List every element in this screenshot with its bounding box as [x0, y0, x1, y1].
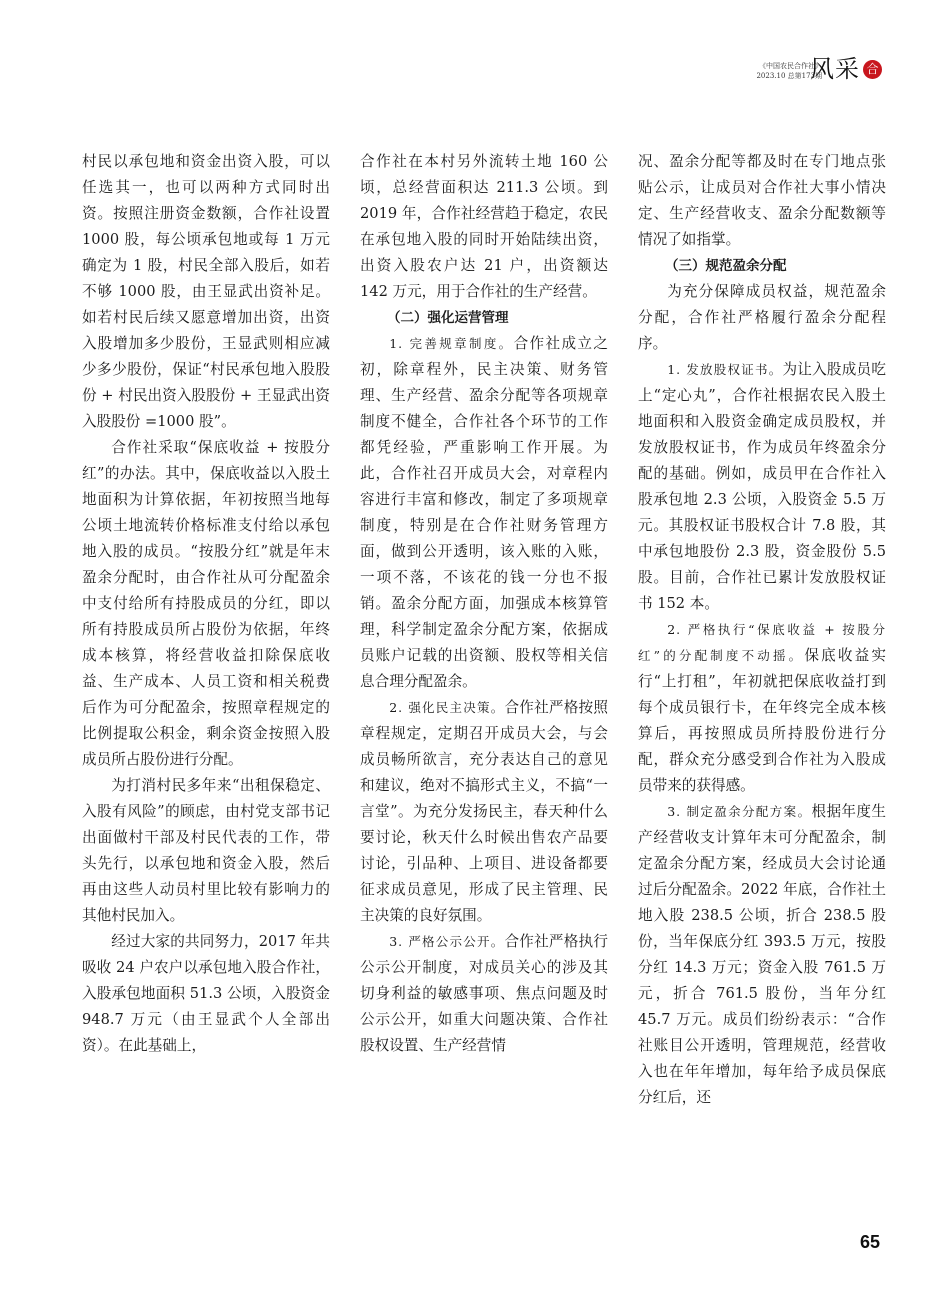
paragraph: 况、盈余分配等都及时在专门地点张贴公示，让成员对合作社大事小情决定、生产经营收支、盈余分配数额等情况了如指掌。 [638, 153, 886, 248]
page-number: 65 [859, 1232, 880, 1252]
article-column-1 [82, 149, 330, 1059]
issue-info: 2023.10 总第173期 [756, 72, 822, 80]
article-column-3 [638, 149, 886, 1111]
paragraph-lead: 1. 发放股权证书。 [667, 362, 783, 377]
paragraph: 经过大家的共同努力，2017 年共吸收 24 户农户以承包地入股合作社，入股承包地面积 51.3 公顷，入股资金 948.7 万元（由王显武个人全部出资）。在此基础上， [82, 933, 330, 1054]
paragraph-lead: 3. 严格公示公开。 [389, 934, 505, 949]
paragraph: 为充分保障成员权益，规范盈余分配，合作社严格履行盈余分配程序。 [638, 283, 886, 352]
paragraph [638, 799, 886, 1111]
paragraph [360, 929, 608, 1059]
paragraph: 合作社采取“保底收益 + 按股分红”的办法。其中，保底收益以入股土地面积为计算依据，年初按照当地每公顷土地流转价格标准支付给以承包地入股的成员。“按股分红”就是年末盈余分配时，由合作社从可分配盈余中支付给所有持股成员的分红，即以所有持股成员所占股份为依据，年终成本核算，将经营收益扣除保底收益、生产成本、人员工资和相关税费后作为可分配盈余，按照章程规定的比例提取公积金，剩余资金按照入股成员所占股份进行分配。 [82, 439, 330, 768]
paragraph-text: 合作社成立之初，除章程外，民主决策、财务管理、生产经营、盈余分配等各项规章制度不健全，合作社各个环节的工作都凭经验，严重影响工作开展。为此，合作社召开成员大会，对章程内容进行丰富和修改，制定了多项规章制度，特别是在合作社财务管理方面，做到公开透明，该入账的入账，一项不落，不该花的钱一分也不报销。盈余分配方面，加强成本核算管理，科学制定盈余分配方案，依据成员账户记载的出资额、股权等相关信息合理分配盈余。 [360, 335, 608, 690]
paragraph: 为打消村民多年来“出租保稳定、入股有风险”的顾虑，由村党支部书记出面做村干部及村民代表的工作，带头先行，以承包地和资金入股，然后再由这些人动员村里比较有影响力的其他村民加入。 [82, 777, 330, 924]
paragraph-text: 保底收益实行“上打租”，年初就把保底收益打到每个成员银行卡，在年终完全成本核算后，再按照成员所持股份进行分配，群众充分感受到合作社为入股成员带来的获得感。 [638, 647, 886, 794]
paragraph-text: 合作社严格执行公示公开制度，对成员关心的涉及其切身利益的敏感事项、焦点问题及时公示公开，如重大问题决策、合作社股权设置、生产经营情 [360, 933, 608, 1054]
journal-name: 《中国农民合作社》 [759, 62, 822, 70]
paragraph: 村民以承包地和资金出资入股，可以任选其一，也可以两种方式同时出资。按照注册资金数额，合作社设置 1000 股，每公顷承包地或每 1 万元确定为 1 股，村民全部入股后，如若不够 1000 股，由王显武出资补足。如若村民后续又愿意增加出资，出资入股增加多少股份，王显武则相应减少多少股份，保证“村民承包地入股股份 + 村民出资入股股份 + 王显武出资入股股份 =1000 股”。 [82, 153, 330, 430]
paragraph-text: 合作社严格按照章程规定，定期召开成员大会，与会成员畅所欲言，充分表达自己的意见和建议，绝对不搞形式主义，不搞“一言堂”。为充分发扬民主，春天种什么要讨论，秋天什么时候出售农产品要讨论，引品种、上项目、进设备都要征求成员意见，形成了民主管理、民主决策的良好氛围。 [360, 699, 608, 924]
article-column-2 [360, 149, 608, 1059]
paragraph [360, 695, 608, 929]
paragraph [360, 331, 608, 695]
paragraph-lead: 2. 严格执行“保底收益 + 按股分红”的分配制度不动摇。 [638, 622, 886, 663]
paragraph [638, 357, 886, 617]
paragraph-lead: 2. 强化民主决策。 [389, 700, 505, 715]
section-badge-icon: 合 [863, 60, 882, 79]
section-heading: （二）强化运营管理 [387, 310, 509, 326]
paragraph: 合作社在本村另外流转土地 160 公顷，总经营面积达 211.3 公顷。到 2019 年，合作社经营趋于稳定，农民在承包地入股的同时开始陆续出资，出资入股农户达 21 户，出资额达 142 万元，用于合作社的生产经营。 [360, 153, 608, 300]
paragraph-lead: 3. 制定盈余分配方案。 [667, 804, 812, 819]
paragraph [638, 617, 886, 799]
section-heading: （三）规范盈余分配 [665, 258, 787, 274]
paragraph-text: 为让入股成员吃上“定心丸”，合作社根据农民入股土地面积和入股资金确定成员股权，并发放股权证书，作为成员年终盈余分配的基础。例如，成员甲在合作社入股承包地 2.3 公顷，入股资金 5.5 万元。其股权证书股权合计 7.8 股，其中承包地股份 2.3 股，资金股份 5.5 股。目前，合作社已累计发放股权证书 152 本。 [638, 361, 886, 612]
paragraph-text: 根据年度生产经营收支计算年末可分配盈余，制定盈余分配方案，经成员大会讨论通过后分配盈余。2022 年底，合作社土地入股 238.5 公顷，折合 238.5 股份，当年保底分红 393.5 万元，按股分红 14.3 万元；资金入股 761.5 万元，折合 761.5 股份，当年分红 45.7 万元。成员们纷纷表示：“合作社账目公开透明，管理规范，经营收入也在年年增加，每年给予成员保底分红后，还 [638, 803, 886, 1106]
paragraph-lead: 1. 完善规章制度。 [389, 336, 514, 351]
section-title: 风采 [810, 55, 860, 83]
